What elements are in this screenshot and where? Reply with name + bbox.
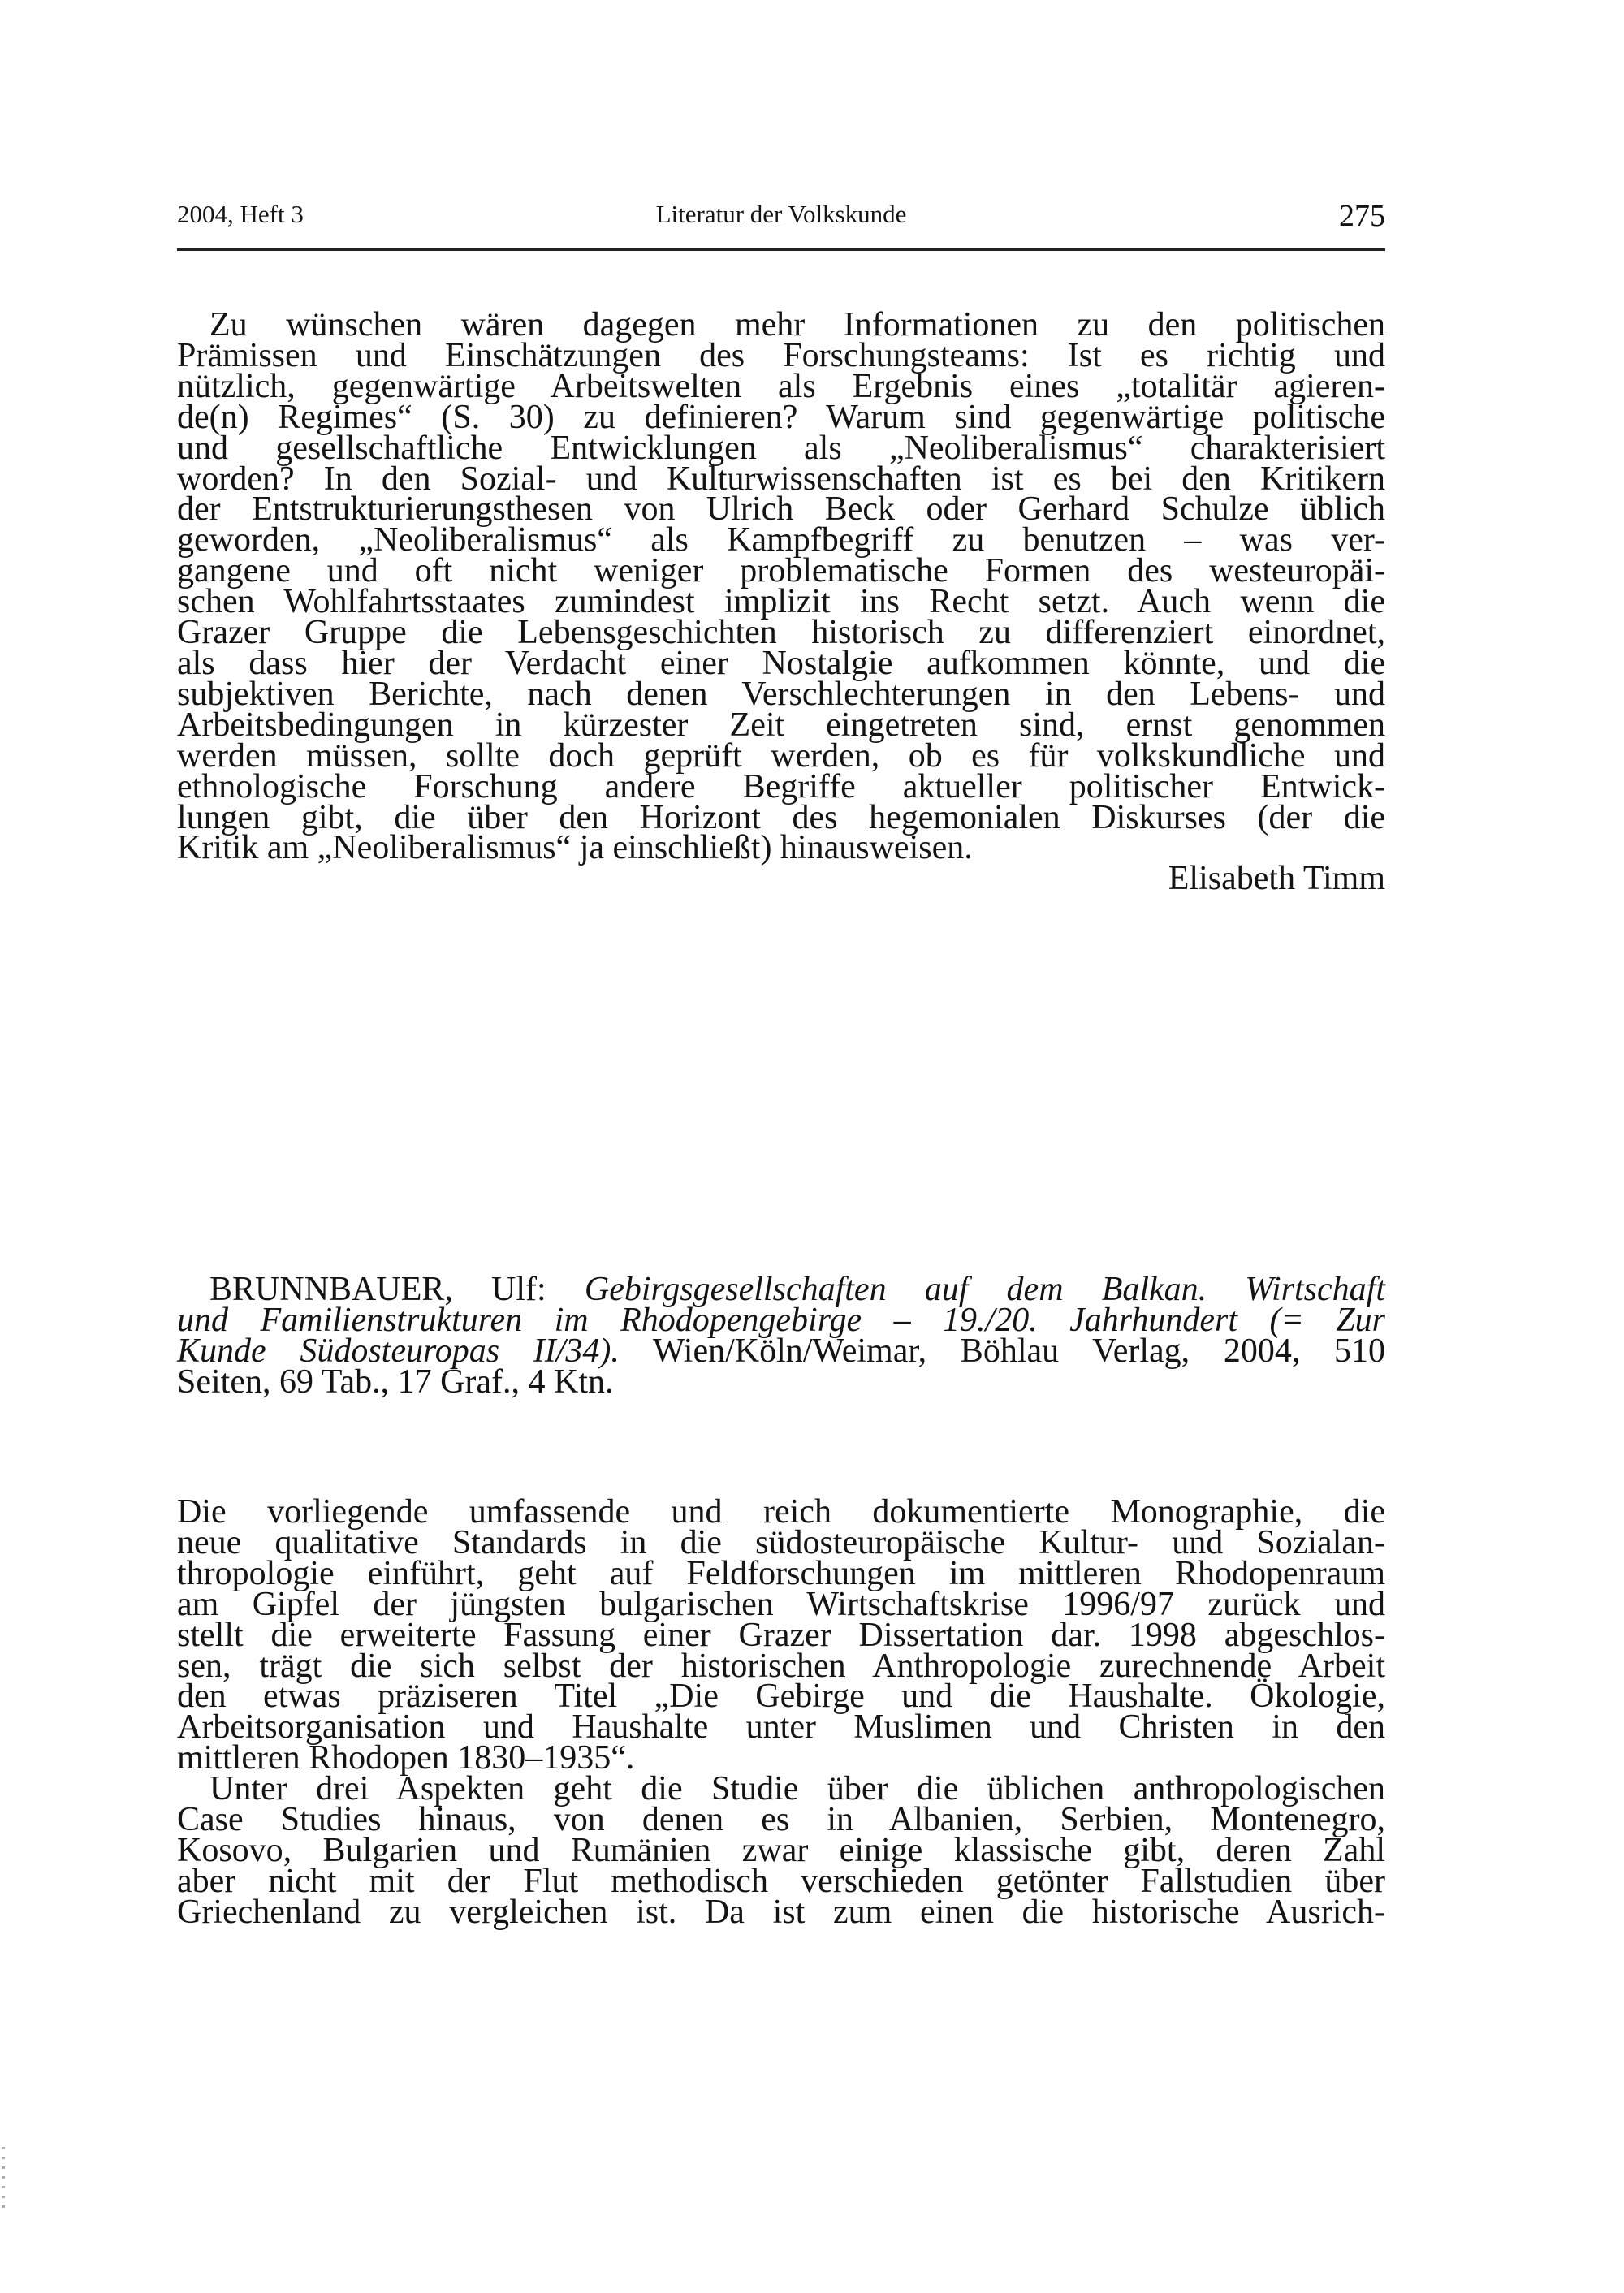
text-line: als dass hier der Verdacht einer Nostalgie aufkommen könnte, und die	[177, 644, 1385, 682]
page-number: 275	[1339, 199, 1385, 233]
text-line: nützlich, gegenwärtige Arbeitswelten als Ergebnis eines „totalitär agieren-	[177, 367, 1385, 405]
citation-publisher: Wien/Köln/Weimar, Böhlau Verlag, 2004, 510	[652, 1332, 1385, 1370]
text-line: Die vorliegende umfassende und reich dokumentierte Monographie, die	[177, 1493, 1385, 1531]
text-line: Griechenland zu vergleichen ist. Da ist zum einen die historische Ausrich-	[177, 1893, 1385, 1931]
section-title: Literatur der Volkskunde	[655, 200, 907, 228]
text-line: de(n) Regimes“ (S. 30) zu definieren? Warum sind gegenwärtige politische	[177, 398, 1385, 436]
text-line: den etwas präziseren Titel „Die Gebirge und die Haushalte. Ökologie,	[177, 1678, 1385, 1716]
review-1-body	[177, 306, 1385, 898]
citation-line-4: Seiten, 69 Tab., 17 Graf., 4 Ktn.	[177, 1362, 614, 1401]
text-line: Arbeitsorganisation und Haushalte unter Muslimen und Christen in den	[177, 1708, 1385, 1747]
text-line: aber nicht mit der Flut methodisch verschieden getönter Fallstudien über	[177, 1862, 1385, 1900]
scan-margin-specks	[2, 2147, 6, 2215]
citation-series: Kunde Südosteuropas II/34).	[177, 1332, 620, 1370]
text-line: gangene und oft nicht weniger problematische Formen des westeuropäi-	[177, 552, 1385, 590]
citation-author: BRUNNBAUER, Ulf:	[209, 1271, 546, 1308]
text-line: schen Wohlfahrtsstaates zumindest implizit ins Recht setzt. Auch wenn die	[177, 583, 1385, 621]
text-line: Arbeitsbedingungen in kürzester Zeit eingetreten sind, ernst genommen	[177, 706, 1385, 744]
text-line: worden? In den Sozial- und Kulturwissenschaften ist es bei den Kritikern	[177, 460, 1385, 498]
text-line: ethnologische Forschung andere Begriffe aktueller politischer Entwick-	[177, 767, 1385, 805]
text-line: Prämissen und Einschätzungen des Forschungsteams: Ist es richtig und	[177, 336, 1385, 374]
text-line: lungen gibt, die über den Horizont des hegemonialen Diskurses (der die	[177, 798, 1385, 836]
text-line: thropologie einführt, geht auf Feldforschungen im mittleren Rhodopenraum	[177, 1554, 1385, 1592]
citation-line-2: und Familienstrukturen im Rhodopengebirge – 19./20. Jahrhundert (= Zur	[177, 1301, 1385, 1339]
text-line: neue qualitative Standards in die südosteuropäische Kultur- und Sozialan-	[177, 1523, 1385, 1561]
header-rule	[177, 248, 1385, 251]
text-line: subjektiven Berichte, nach denen Verschlechterungen in den Lebens- und	[177, 675, 1385, 713]
text-line: und gesellschaftliche Entwicklungen als „Neoliberalismus“ charakterisiert	[177, 429, 1385, 467]
citation-title: Gebirgsgesellschaften auf dem Balkan. Wirtschaft	[584, 1271, 1385, 1308]
review-2-citation	[177, 1271, 1385, 1401]
text-line: geworden, „Neoliberalismus“ als Kampfbegriff zu benutzen – was ver-	[177, 521, 1385, 559]
text-line: Grazer Gruppe die Lebensgeschichten historisch zu differenziert einordnet,	[177, 614, 1385, 652]
review-2-paragraph-2	[177, 1770, 1385, 1931]
text-line: Kosovo, Bulgarien und Rumänien zwar einige klassische gibt, deren Zahl	[177, 1831, 1385, 1869]
running-header	[177, 200, 1385, 232]
text-line: der Entstrukturierungsthesen von Ulrich Beck oder Gerhard Schulze üblich	[177, 490, 1385, 529]
text-line: Kritik am „Neoliberalismus“ ja einschließt) hinausweisen.	[177, 829, 973, 867]
text-line: Case Studies hinaus, von denen es in Albanien, Serbien, Montenegro,	[177, 1800, 1385, 1838]
review-author-signature: Elisabeth Timm	[1168, 860, 1385, 898]
review-2-paragraph-1	[177, 1493, 1385, 1777]
issue-label: 2004, Heft 3	[177, 200, 304, 228]
text-line: sen, trägt die sich selbst der historischen Anthropologie zurechnende Arbeit	[177, 1647, 1385, 1685]
text-line: Unter drei Aspekten geht die Studie über die üblichen anthropologischen	[209, 1770, 1385, 1807]
text-line: stellt die erweiterte Fassung einer Grazer Dissertation dar. 1998 abgeschlos-	[177, 1616, 1385, 1654]
text-line: Zu wünschen wären dagegen mehr Informationen zu den politischen	[209, 306, 1385, 343]
text-line: mittleren Rhodopen 1830–1935“.	[177, 1739, 635, 1777]
text-line: werden müssen, sollte doch geprüft werden, ob es für volkskundliche und	[177, 736, 1385, 775]
text-line: am Gipfel der jüngsten bulgarischen Wirtschaftskrise 1996/97 zurück und	[177, 1585, 1385, 1623]
